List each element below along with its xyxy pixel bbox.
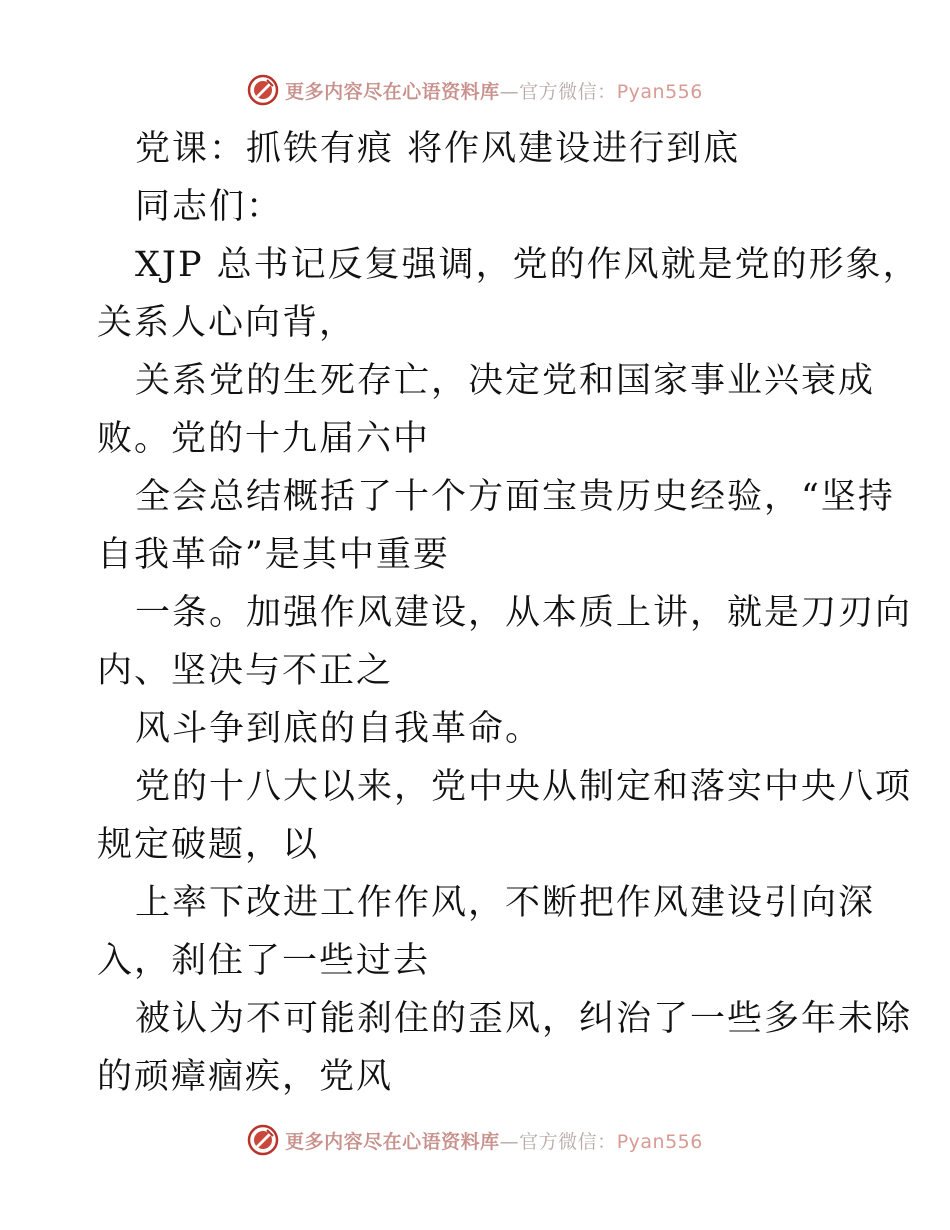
watermark-main-text: 更多内容尽在心语资料库 — [285, 1130, 500, 1153]
paragraph-line: 自我革命”是其中重要 — [97, 535, 450, 575]
watermark-wechat-label: 官方微信： — [519, 1130, 617, 1153]
red-seal-logo-icon — [247, 74, 279, 106]
watermark-account: Pyan556 — [616, 80, 703, 103]
footer-watermark — [0, 1120, 950, 1160]
paragraph-line: 被认为不可能刹住的歪风，纠治了一些多年未除 — [135, 999, 913, 1039]
watermark-separator: — — [499, 80, 520, 103]
watermark-wechat-label: 官方微信： — [519, 80, 617, 103]
watermark-text — [285, 1127, 703, 1154]
paragraph-line: 全会总结概括了十个方面宝贵历史经验，“坚持 — [135, 477, 895, 517]
watermark-text — [285, 77, 703, 104]
paragraph-line: 上率下改进工作作风，不断把作风建设引向深 — [135, 883, 876, 923]
document-body — [97, 120, 920, 1106]
paragraph-line: 一条。加强作风建设，从本质上讲，就是刀刃向 — [135, 593, 913, 633]
paragraph-line: 的顽瘴痼疾，党风 — [97, 1057, 394, 1097]
paragraph-line: XJP 总书记反复强调，党的作风就是党的形象， — [135, 245, 920, 285]
header-watermark — [0, 70, 950, 110]
paragraph-line: 内、坚决与不正之 — [97, 651, 394, 691]
paragraph-line: 入，刹住了一些过去 — [97, 941, 431, 981]
paragraph-line: 党的十八大以来，党中央从制定和落实中央八项 — [135, 767, 913, 807]
paragraph-line: 风斗争到底的自我革命。 — [135, 709, 543, 749]
watermark-main-text: 更多内容尽在心语资料库 — [285, 80, 500, 103]
paragraph-line: 败。党的十九届六中 — [97, 419, 431, 459]
watermark-separator: — — [499, 1130, 520, 1153]
paragraph-line: 关系人心向背， — [97, 303, 357, 343]
paragraph-line: 同志们： — [135, 187, 284, 227]
document-title: 党课：抓铁有痕 将作风建设进行到底 — [135, 129, 741, 169]
watermark-account: Pyan556 — [616, 1130, 703, 1153]
paragraph-line: 关系党的生死存亡，决定党和国家事业兴衰成 — [135, 361, 876, 401]
red-seal-logo-icon — [247, 1124, 279, 1156]
paragraph-line: 规定破题，以 — [97, 825, 320, 865]
